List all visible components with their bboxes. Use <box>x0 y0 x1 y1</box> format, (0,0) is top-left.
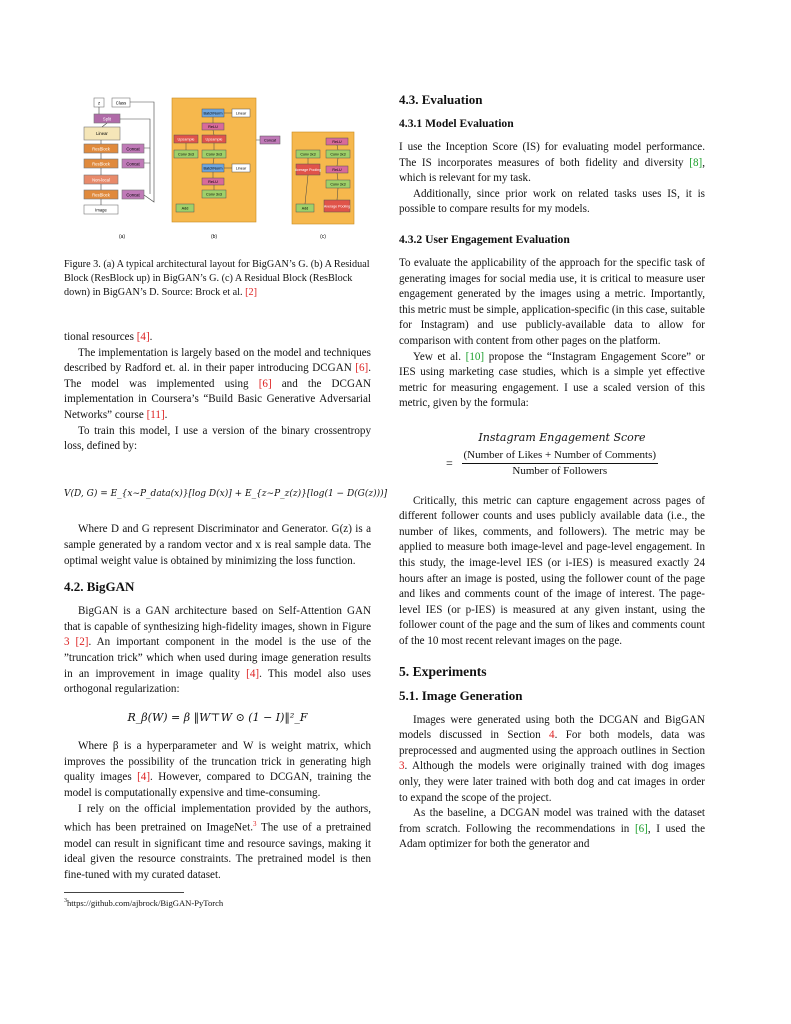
paragraph: Where D and G represent Discriminator and Generator. G(z) is a sample generated by a random vector and x is real sample data. The optimal weight value is obtained by minimizing the loss function. <box>64 523 371 567</box>
svg-text:Linear: Linear <box>235 166 247 171</box>
svg-text:Average Pooling: Average Pooling <box>323 204 351 209</box>
paragraph: Where β is a hyperparameter and W is weight matrix, which improves the possibility of the truncation trick in generating high quality images [4]. However, compared to DCGAN, training the model is computationally expensive and time-consuming. <box>64 740 371 800</box>
panel-c <box>292 132 354 240</box>
figure-caption: Figure 3. (a) A typical architectural layout for BigGAN’s G. (b) A Residual Block (ResBlock up) in BigGAN’s G. (c) A Residual Block (ResBlock down) in BigGAN’s D. Source: Brock et al. [2] <box>64 259 370 298</box>
svg-text:Average Pooling: Average Pooling <box>294 168 322 172</box>
paragraph: Critically, this metric can capture engagement across pages of different follower counts and uses publicly available data (i.e., the number of likes, comments, and followers). The metric may be applied to measure both image-level and page-level engagement. In this study, the image-level IES (or i-IES) is measured exactly 24 hours after an image is posted, using the follower count of the page and likes and comments count of the image of interest. The page-level IES (or p-IES) is measured at any given instant, using the follower count of the page and the sum of likes and comments count of the 10 most recent relevant images on the page. <box>399 494 705 648</box>
svg-text:Add: Add <box>301 206 309 211</box>
panel-b <box>172 98 280 240</box>
formula-numerator: (Number of Likes + Number of Comments) <box>462 448 659 465</box>
left-column <box>64 92 388 909</box>
svg-text:(c): (c) <box>320 234 326 240</box>
citation-link[interactable]: [10] <box>465 350 485 363</box>
section-heading-biggan: 4.2. BigGAN <box>64 579 135 595</box>
paragraph: I use the Inception Score (IS) for evaluating model performance. The IS incorporates measures of both fidelity and diversity [8], which is relevant for my task. <box>399 141 705 185</box>
section-heading-evaluation: 4.3. Evaluation <box>399 92 483 107</box>
svg-text:ResBlock: ResBlock <box>92 161 110 167</box>
panel-a <box>84 98 154 240</box>
svg-text:Upsample: Upsample <box>177 137 195 142</box>
paragraph: Yew et al. [10] propose the “Instagram Engagement Score” or IES using marketing case studies, which is a simple yet effective metric for measuring engagement. I use a scaled version of this metric, given by the formula: <box>399 350 705 410</box>
ies-formula <box>399 430 705 480</box>
svg-text:ResBlock: ResBlock <box>92 146 110 152</box>
svg-text:Concat: Concat <box>126 146 140 152</box>
paragraph: Images were generated using both the DCGAN and BigGAN models discussed in Section 4. For both models, data was preprocessed and augmented using the approach outlines in Section 3. Although the models were originally trained with dog images only, they were later trained with both dog and cat images in order to expand the scope of the project. <box>399 713 705 804</box>
svg-text:Concat: Concat <box>126 161 140 167</box>
svg-text:Add: Add <box>181 206 189 211</box>
paragraph: To evaluate the applicability of the approach for the specific task of generating images for social media use, it is critical to measure user engagement generated by the images using a metric. Importantly, this metric must be simple, application-specific (in this case, suitable for Instagram) and use publicly-available data to allow for comparison with content from other pages on the platform. <box>399 256 705 347</box>
subsection-heading-model-evaluation: 4.3.1 Model Evaluation <box>399 117 514 130</box>
section-heading-experiments: 5. Experiments <box>399 663 487 679</box>
svg-text:Conv 3x3: Conv 3x3 <box>177 152 195 157</box>
svg-text:BatchNorm: BatchNorm <box>203 111 223 116</box>
section-link[interactable]: 3 <box>399 760 405 773</box>
formula-equals: = <box>445 455 453 470</box>
svg-text:Concat: Concat <box>263 138 277 143</box>
citation-link[interactable]: [11] <box>146 408 165 421</box>
formula-title: Instagram Engagement Score <box>478 430 646 444</box>
svg-text:BatchNorm: BatchNorm <box>203 166 223 171</box>
svg-text:Non-local: Non-local <box>92 177 110 183</box>
svg-text:Split: Split <box>102 116 112 122</box>
paragraph: As the baseline, a DCGAN model was trained with the dataset from scratch. Following the recommendations in [6], I used the Adam optimizer for both the generator and <box>399 807 705 851</box>
footnote: $^3$https://github.com/ajbrock/BigGAN-PyTorch <box>64 898 224 909</box>
citation-link[interactable]: [8] <box>689 156 703 169</box>
citation-link[interactable]: [2] <box>75 636 89 649</box>
paragraph: tional resources [4]. <box>64 331 153 343</box>
citation-link[interactable]: [4] <box>136 331 150 343</box>
figure-3 <box>64 92 371 252</box>
svg-text:Class: Class <box>115 100 127 106</box>
svg-text:ReLU: ReLU <box>208 125 218 129</box>
svg-text:(a): (a) <box>118 234 126 240</box>
svg-text:Concat: Concat <box>126 192 140 198</box>
right-column <box>399 92 705 853</box>
svg-text:Conv 3x3: Conv 3x3 <box>330 182 346 187</box>
section-link[interactable]: 4 <box>549 729 555 742</box>
citation-link[interactable]: [2] <box>245 287 257 298</box>
figure-link[interactable]: 3 <box>64 636 70 649</box>
paragraph: To train this model, I use a version of the binary crossentropy loss, defined by: <box>64 424 371 453</box>
footnote-link[interactable]: 3 <box>252 820 257 829</box>
formula-denominator: Number of Followers <box>512 465 608 478</box>
citation-link[interactable]: [6] <box>258 377 272 390</box>
equation-loss: V(D, G) = E_{x∼P_data(x)}[log D(x)] + E_{z∼P_z(z)}[log(1 − D(G(z)))] <box>64 488 388 499</box>
citation-link[interactable]: [4] <box>246 667 260 680</box>
section-heading-image-generation: 5.1. Image Generation <box>399 687 523 703</box>
subsection-heading-user-engagement: 4.3.2 User Engagement Evaluation <box>399 232 570 246</box>
citation-link[interactable]: [6] <box>634 822 648 835</box>
citation-link[interactable]: [4] <box>137 771 151 784</box>
svg-text:z: z <box>97 100 101 106</box>
svg-text:Conv 3x3: Conv 3x3 <box>205 192 223 197</box>
equation-regularization: R_β(W) = β ‖W⊤W ⊙ (1 − I)‖²_F <box>127 710 308 724</box>
svg-text:Linear: Linear <box>235 111 247 116</box>
architecture-diagram <box>64 92 371 252</box>
paragraph: The implementation is largely based on the model and techniques described by Radford et. al. in their paper introducing DCGAN [6]. The model was implemented using [6] and the DCGAN implementation in Coursera’s “Build Basic Generative Adversarial Networks” course [11]. <box>64 346 371 421</box>
svg-text:Conv 3x3: Conv 3x3 <box>300 152 316 157</box>
paragraph: Additionally, since prior work on related tasks uses IS, it is possible to compare results for my models. <box>399 187 705 216</box>
svg-text:Upsample: Upsample <box>205 137 223 142</box>
svg-text:Conv 3x3: Conv 3x3 <box>205 152 223 157</box>
svg-text:ResBlock: ResBlock <box>92 192 110 198</box>
footnote-divider <box>64 892 184 893</box>
svg-text:Conv 3x3: Conv 3x3 <box>330 152 346 157</box>
svg-text:ReLU: ReLU <box>208 180 218 184</box>
paragraph: I rely on the official implementation provided by the authors, which has been pretrained on ImageNet.$^3$ The use of a pretrained model can result in significant time and resource savings, making it ideal given the resource constraints. The pretrained model is then fine-tuned with my curated dataset. <box>64 802 371 881</box>
citation-link[interactable]: [6] <box>355 362 369 375</box>
svg-text:ReLU: ReLU <box>332 168 342 172</box>
paragraph: BigGAN is a GAN architecture based on Self-Attention GAN that is capable of synthesizing high-fidelity images, shown in Figure 3 [2]. An important component in the model is the use of the ”truncation trick” which when used during image generation results in an improvement in image quality [4]. This model also uses orthogonal regularization: <box>64 605 371 696</box>
svg-text:(b): (b) <box>210 234 218 240</box>
svg-text:Image: Image <box>95 207 107 213</box>
svg-text:Linear: Linear <box>96 131 108 136</box>
svg-text:ReLU: ReLU <box>332 140 342 144</box>
formula-fraction <box>462 448 659 480</box>
